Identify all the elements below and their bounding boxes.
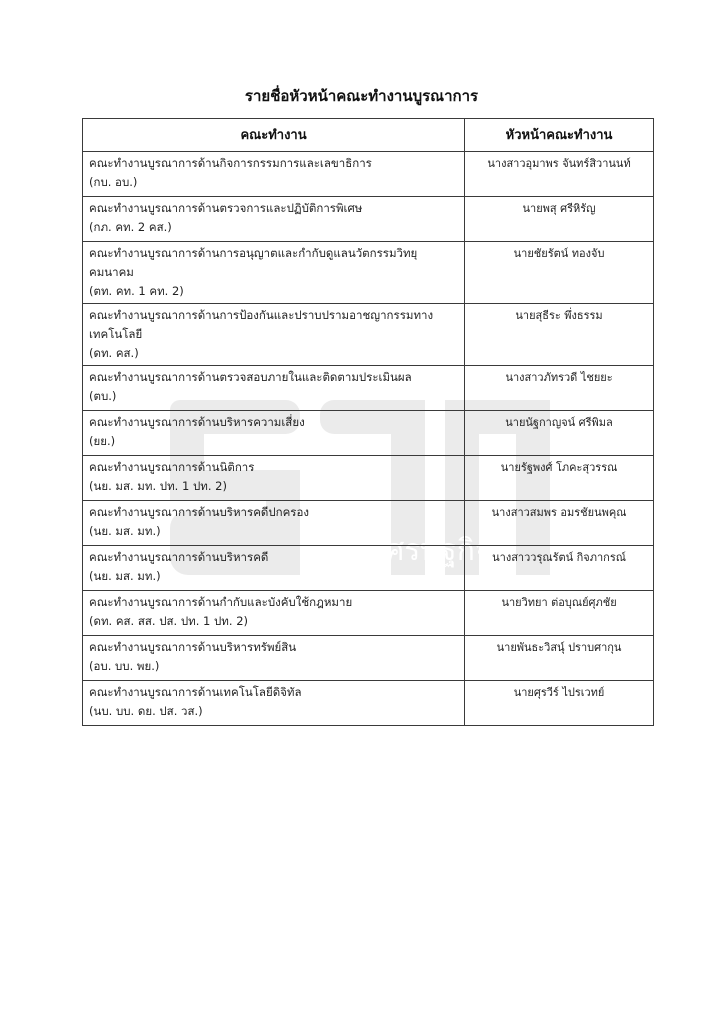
team-name: คณะทำงานบูรณาการด้านบริหารทรัพย์สิน bbox=[89, 640, 297, 654]
team-cell bbox=[83, 242, 465, 304]
lead-name: นางสาวสมพร อมรชัยนพคุณ bbox=[465, 501, 654, 546]
team-abbreviation: (อบ. บบ. พย.) bbox=[89, 659, 160, 673]
team-cell bbox=[83, 152, 465, 197]
team-cell bbox=[83, 501, 465, 546]
lead-name: นายพสุ ศรีหิรัญ bbox=[465, 197, 654, 242]
table-row bbox=[83, 681, 654, 726]
table-row bbox=[83, 366, 654, 411]
lead-name: นายสุธีระ พึ่งธรรม bbox=[465, 304, 654, 366]
table-row bbox=[83, 411, 654, 456]
lead-name: นายศุรวีร์ ไปรเวทย์ bbox=[465, 681, 654, 726]
team-name: คณะทำงานบูรณาการด้านกำกับและบังคับใช้กฎหมาย bbox=[89, 595, 353, 609]
team-leaders-table bbox=[82, 118, 654, 726]
team-abbreviation: (ตท. คท. 1 คท. 2) bbox=[89, 284, 184, 298]
team-abbreviation: (ดท. คส. สส. ปส. ปท. 1 ปท. 2) bbox=[89, 614, 249, 628]
team-abbreviation: (นย. มส. มท.) bbox=[89, 524, 161, 538]
table-row bbox=[83, 304, 654, 366]
table-row bbox=[83, 501, 654, 546]
team-name: คณะทำงานบูรณาการด้านบริหารคดี bbox=[89, 550, 269, 564]
team-abbreviation: (นย. มส. มท. ปท. 1 ปท. 2) bbox=[89, 479, 227, 493]
team-name: คณะทำงานบูรณาการด้านการอนุญาตและกำกับดูแลนวัตกรรมวิทยุคมนาคม bbox=[89, 246, 418, 279]
column-header-team: คณะทำงาน bbox=[83, 119, 465, 152]
table-row bbox=[83, 456, 654, 501]
team-name: คณะทำงานบูรณาการด้านบริหารคดีปกครอง bbox=[89, 505, 310, 519]
team-abbreviation: (ตบ.) bbox=[89, 389, 117, 403]
lead-name: นายพันธะวิสนุ์ ปราบศากุน bbox=[465, 636, 654, 681]
table-row bbox=[83, 242, 654, 304]
team-abbreviation: (กภ. คท. 2 คส.) bbox=[89, 220, 172, 234]
team-name: คณะทำงานบูรณาการด้านการป้องกันและปราบปรามอาชญากรรมทางเทคโนโลยี bbox=[89, 308, 434, 341]
team-cell bbox=[83, 456, 465, 501]
team-cell bbox=[83, 411, 465, 456]
team-abbreviation: (นบ. บบ. ดย. ปส. วส.) bbox=[89, 704, 203, 718]
lead-name: นายชัยรัตน์ ทองจับ bbox=[465, 242, 654, 304]
table-row bbox=[83, 197, 654, 242]
table-row bbox=[83, 152, 654, 197]
lead-name: นายวิทยา ต่อบุณย์ศุภชัย bbox=[465, 591, 654, 636]
team-abbreviation: (ยย.) bbox=[89, 434, 116, 448]
team-name: คณะทำงานบูรณาการด้านตรวจสอบภายในและติดตามประเมินผล bbox=[89, 370, 412, 384]
lead-name: นายนัฐกาญจน์ ศรีพิมล bbox=[465, 411, 654, 456]
team-cell bbox=[83, 304, 465, 366]
team-name: คณะทำงานบูรณาการด้านเทคโนโลยีดิจิทัล bbox=[89, 685, 302, 699]
table-row bbox=[83, 546, 654, 591]
team-cell bbox=[83, 546, 465, 591]
team-abbreviation: (กบ. อบ.) bbox=[89, 175, 138, 189]
table-row bbox=[83, 591, 654, 636]
team-cell bbox=[83, 636, 465, 681]
team-name: คณะทำงานบูรณาการด้านนิติการ bbox=[89, 460, 255, 474]
column-header-lead: หัวหน้าคณะทำงาน bbox=[465, 119, 654, 152]
team-cell bbox=[83, 366, 465, 411]
team-name: คณะทำงานบูรณาการด้านตรวจการและปฏิบัติการพิเศษ bbox=[89, 201, 363, 215]
team-cell bbox=[83, 591, 465, 636]
team-abbreviation: (ดท. คส.) bbox=[89, 346, 139, 360]
lead-name: นางสาววรุณรัตน์ กิจภากรณ์ bbox=[465, 546, 654, 591]
lead-name: นายรัฐพงศ์ โภคะสุวรรณ bbox=[465, 456, 654, 501]
page-title: รายชื่อหัวหน้าคณะทำงานบูรณาการ bbox=[244, 87, 479, 105]
team-cell bbox=[83, 197, 465, 242]
lead-name: นางสาวอุมาพร จันทร์สิวานนท์ bbox=[465, 152, 654, 197]
team-cell bbox=[83, 681, 465, 726]
table-row bbox=[83, 636, 654, 681]
team-abbreviation: (นย. มส. มท.) bbox=[89, 569, 161, 583]
lead-name: นางสาวภัทรวดี ไชยยะ bbox=[465, 366, 654, 411]
team-name: คณะทำงานบูรณาการด้านบริหารความเสี่ยง bbox=[89, 415, 305, 429]
watermark-subtext: เศรษฐกิจ bbox=[375, 533, 493, 568]
team-name: คณะทำงานบูรณาการด้านกิจการกรรมการและเลขาธิการ bbox=[89, 156, 372, 170]
table-header-row bbox=[83, 119, 654, 152]
